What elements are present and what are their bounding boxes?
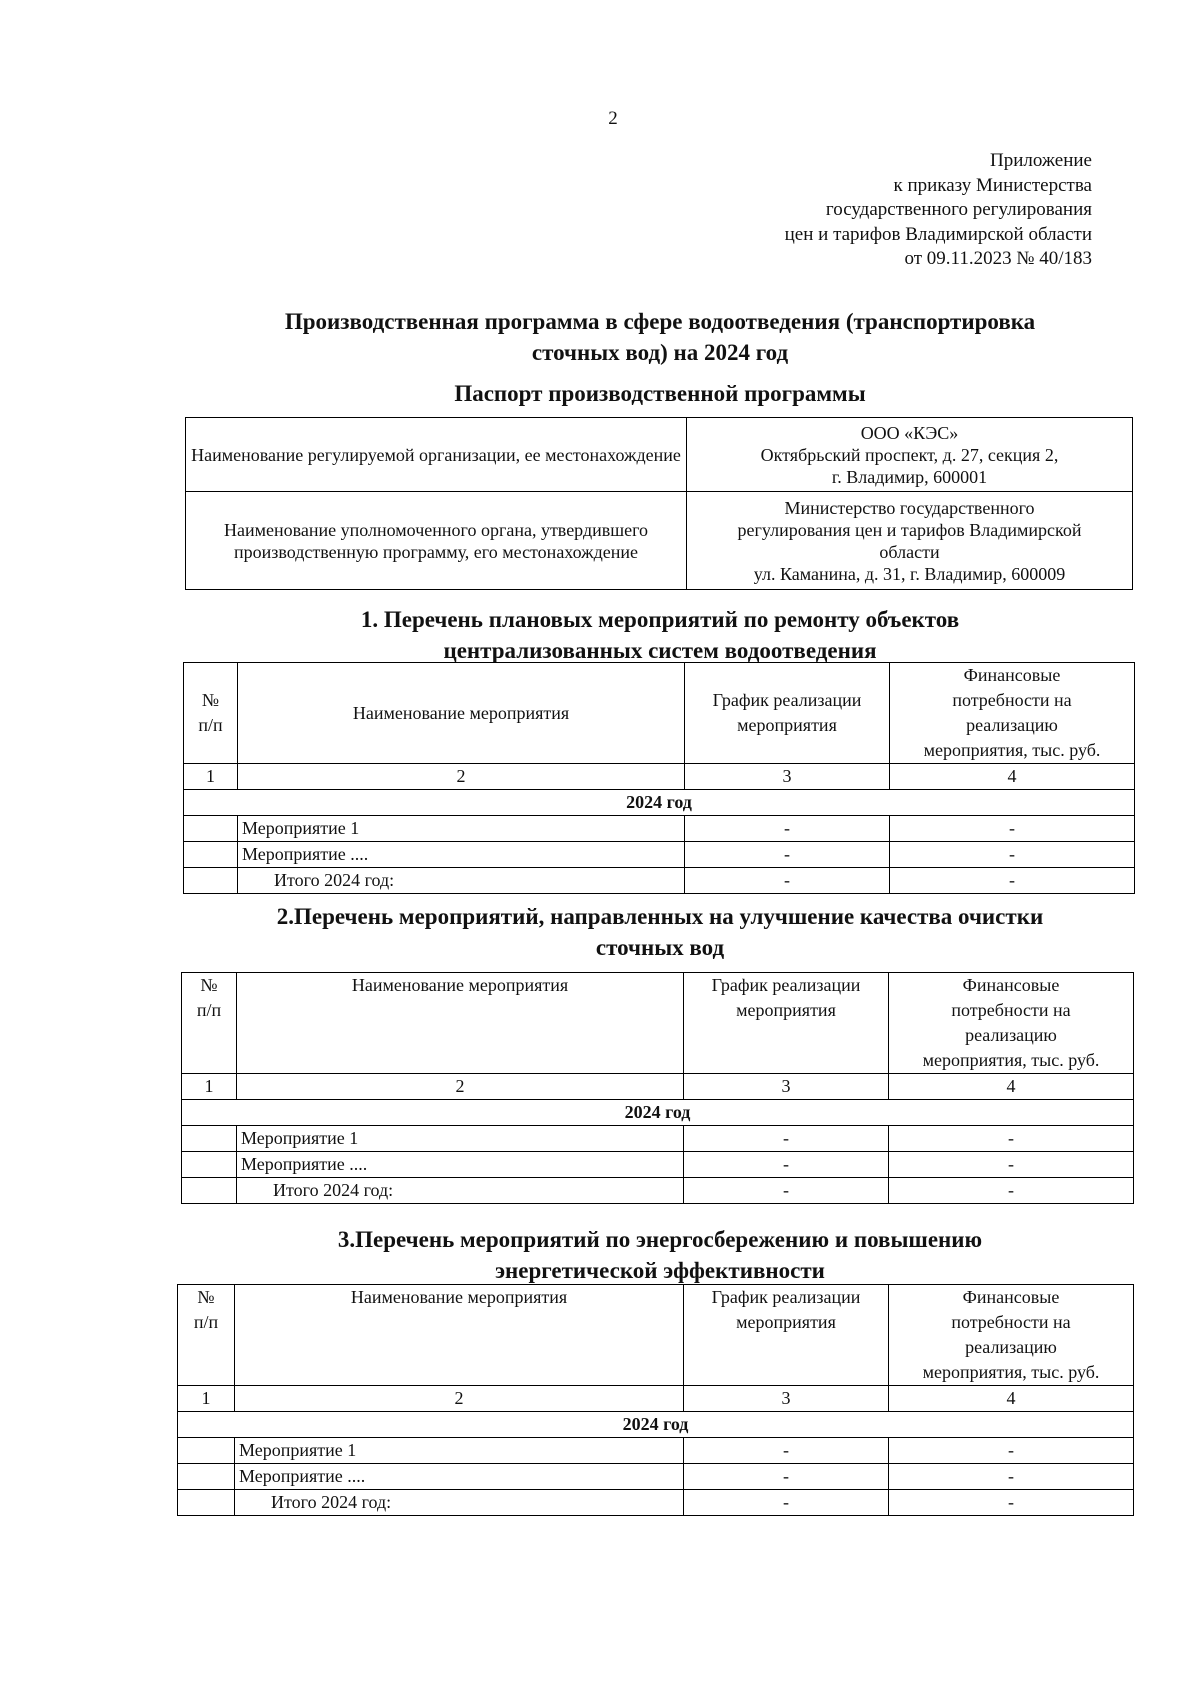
col-number: 2 — [237, 1074, 684, 1100]
total-row — [178, 1490, 1134, 1516]
section-3-title — [184, 1224, 1136, 1286]
total-finance: - — [889, 1178, 1134, 1204]
header-finance: Финансовые потребности на реализацию мероприятия, тыс. руб. — [889, 1285, 1134, 1386]
col-number: 1 — [182, 1074, 237, 1100]
total-row — [182, 1178, 1134, 1204]
header-num: № п/п — [178, 1285, 235, 1386]
org-value-line: г. Владимир, 600001 — [831, 466, 988, 487]
row-schedule: - — [684, 1126, 889, 1152]
table-row — [178, 1464, 1134, 1490]
year-row: 2024 год — [184, 790, 1135, 816]
org-label: Наименование регулируемой организации, ее местонахождение — [186, 418, 687, 492]
section-title-line: централизованных систем водоотведения — [443, 638, 877, 663]
row-schedule: - — [684, 1464, 889, 1490]
header-name: Наименование мероприятия — [238, 663, 685, 764]
appendix-line: к приказу Министерства — [893, 174, 1092, 196]
header-name: Наименование мероприятия — [235, 1285, 684, 1386]
table-row — [184, 842, 1135, 868]
header-name: Наименование мероприятия — [237, 973, 684, 1074]
row-num — [184, 816, 238, 842]
page-number: 2 — [608, 108, 618, 129]
row-name: Мероприятие 1 — [235, 1438, 684, 1464]
row-finance: - — [889, 1438, 1134, 1464]
col-number: 1 — [184, 764, 238, 790]
authority-value-line: ул. Каманина, д. 31, г. Владимир, 600009 — [753, 563, 1066, 584]
passport-title: Паспорт производственной программы — [454, 381, 866, 406]
row-name: Мероприятие .... — [235, 1464, 684, 1490]
total-schedule: - — [685, 868, 890, 894]
section-3-table — [177, 1284, 1134, 1516]
col-number: 2 — [235, 1386, 684, 1412]
header-schedule: График реализации мероприятия — [685, 663, 890, 764]
row-num — [182, 1126, 237, 1152]
authority-value-line: регулирования цен и тарифов Владимирской — [737, 519, 1082, 540]
section-title-line: энергетической эффективности — [495, 1258, 825, 1283]
section-title-line: 3.Перечень мероприятий по энергосбережению и повышению — [337, 1227, 983, 1252]
authority-value-line: Министерство государственного — [784, 497, 1035, 518]
header-schedule: График реализации мероприятия — [684, 1285, 889, 1386]
section-title-line: 1. Перечень плановых мероприятий по ремонту объектов — [360, 607, 960, 632]
appendix-line: государственного регулирования — [825, 199, 1092, 220]
row-name: Мероприятие .... — [237, 1152, 684, 1178]
appendix-line: от 09.11.2023 № 40/183 — [904, 248, 1092, 269]
row-num — [184, 842, 238, 868]
row-finance: - — [889, 1126, 1134, 1152]
table-row — [178, 1438, 1134, 1464]
year-row: 2024 год — [182, 1100, 1134, 1126]
authority-value-line: области — [879, 541, 940, 562]
org-value — [687, 418, 1133, 492]
col-number: 1 — [178, 1386, 235, 1412]
row-name: Мероприятие 1 — [238, 816, 685, 842]
org-value-line: Октябрьский проспект, д. 27, секция 2, — [760, 444, 1059, 465]
total-label: Итого 2024 год: — [237, 1178, 684, 1204]
header-num: № п/п — [184, 663, 238, 764]
total-label: Итого 2024 год: — [238, 868, 685, 894]
col-number: 3 — [684, 1074, 889, 1100]
row-name: Мероприятие 1 — [237, 1126, 684, 1152]
header-num: № п/п — [182, 973, 237, 1074]
section-2-table — [181, 972, 1134, 1204]
header-schedule: График реализации мероприятия — [684, 973, 889, 1074]
org-value-line: ООО «КЭС» — [860, 422, 959, 443]
document-title-line: Производственная программа в сфере водоотведения (транспортировка — [284, 309, 1036, 334]
col-number: 4 — [890, 764, 1135, 790]
col-number: 4 — [889, 1074, 1134, 1100]
row-schedule: - — [684, 1152, 889, 1178]
authority-value — [687, 492, 1133, 590]
table-row — [182, 1126, 1134, 1152]
col-number: 2 — [238, 764, 685, 790]
section-2-title — [184, 901, 1136, 963]
row-finance: - — [890, 816, 1135, 842]
document-title — [184, 306, 1136, 368]
row-num — [178, 1438, 235, 1464]
passport-table — [185, 417, 1133, 590]
section-title-line: сточных вод — [595, 935, 725, 960]
year-row: 2024 год — [178, 1412, 1134, 1438]
row-schedule: - — [684, 1438, 889, 1464]
header-finance: Финансовые потребности на реализацию мероприятия, тыс. руб. — [890, 663, 1135, 764]
header-finance: Финансовые потребности на реализацию мероприятия, тыс. руб. — [889, 973, 1134, 1074]
section-title-line: 2.Перечень мероприятий, направленных на улучшение качества очистки — [276, 904, 1044, 929]
col-number: 3 — [685, 764, 890, 790]
row-finance: - — [889, 1152, 1134, 1178]
total-finance: - — [889, 1490, 1134, 1516]
row-num — [182, 1152, 237, 1178]
total-finance: - — [890, 868, 1135, 894]
row-finance: - — [890, 842, 1135, 868]
total-label: Итого 2024 год: — [235, 1490, 684, 1516]
document-title-line: сточных вод) на 2024 год — [531, 340, 789, 365]
section-1-table — [183, 662, 1135, 894]
col-number: 4 — [889, 1386, 1134, 1412]
row-finance: - — [889, 1464, 1134, 1490]
col-number: 3 — [684, 1386, 889, 1412]
appendix-line: Приложение — [990, 150, 1092, 171]
row-schedule: - — [685, 816, 890, 842]
appendix-note — [785, 149, 1092, 272]
authority-label: Наименование уполномоченного органа, утвердившего производственную программу, его местонахождение — [186, 492, 687, 590]
table-row — [182, 1152, 1134, 1178]
total-row — [184, 868, 1135, 894]
total-schedule: - — [684, 1178, 889, 1204]
table-row — [184, 816, 1135, 842]
appendix-line: цен и тарифов Владимирской области — [784, 223, 1092, 245]
section-1-title — [184, 604, 1136, 666]
row-schedule: - — [685, 842, 890, 868]
row-name: Мероприятие .... — [238, 842, 685, 868]
total-schedule: - — [684, 1490, 889, 1516]
row-num — [178, 1464, 235, 1490]
